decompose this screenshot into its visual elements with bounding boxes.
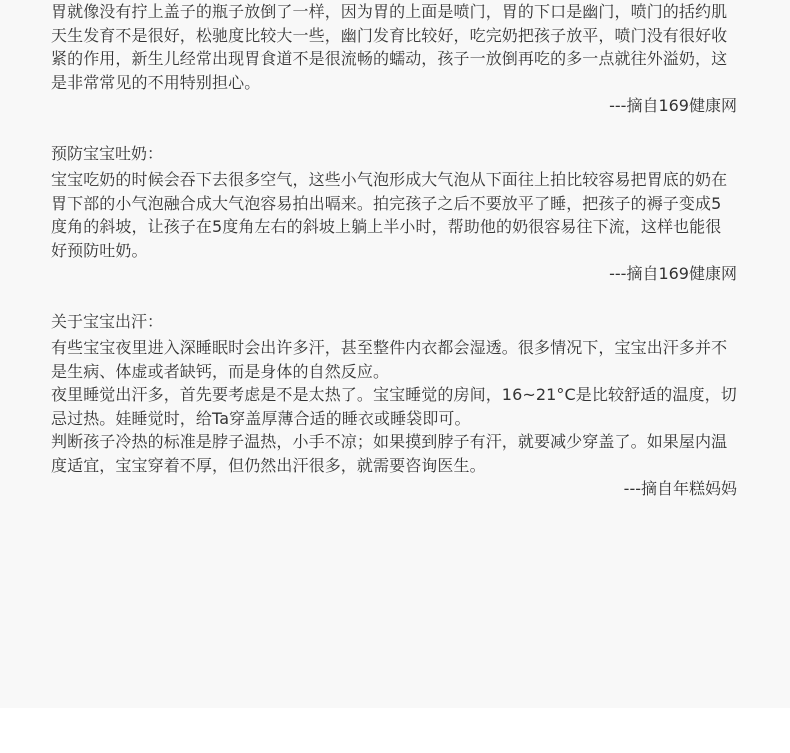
sweating-paragraph-1: 有些宝宝夜里进入深睡眠时会出许多汗，甚至整件内衣都会湿透。很多情况下，宝宝出汗多并不是生病、体虚或者缺钙，而是身体的自然反应。 xyxy=(51,338,728,381)
source-attribution: ---摘自169健康网 xyxy=(609,264,737,283)
source-attribution: ---摘自169健康网 xyxy=(609,96,737,115)
source-attribution: ---摘自年糕妈妈 xyxy=(623,479,737,498)
article-content xyxy=(51,0,737,501)
prevent-spitup-paragraph: 宝宝吃奶的时候会吞下去很多空气，这些小气泡形成大气泡从下面往上拍比较容易把胃底的奶在胃下部的小气泡融合成大气泡容易拍出嗝来。拍完孩子之后不要放平了睡，把孩子的褥子变成5度角的斜坡，让孩子在5度角左右的斜坡上躺上半小时，帮助他的奶很容易往下流，这样也能很好预防吐奶。 xyxy=(51,170,728,260)
section-heading-prevent-spitup: 预防宝宝吐奶： xyxy=(51,143,164,163)
stomach-explanation-paragraph: 胃就像没有拧上盖子的瓶子放倒了一样，因为胃的上面是喷门，胃的下口是幽门，喷门的括约肌天生发育不是很好，松驰度比较大一些，幽门发育比较好，吃完奶把孩子放平，喷门没有很好收紧的作用，新生儿经常出现胃食道不是很流畅的蠕动，孩子一放倒再吃的多一点就往外溢奶，这是非常常见的不用特别担心。 xyxy=(51,2,728,92)
sweating-paragraph-3: 判断孩子冷热的标准是脖子温热，小手不凉；如果摸到脖子有汗，就要减少穿盖了。如果屋内温度适宜，宝宝穿着不厚，但仍然出汗很多，就需要咨询医生。 xyxy=(51,432,728,475)
section-gap xyxy=(51,118,737,142)
section-gap xyxy=(51,286,737,310)
section-heading-baby-sweating: 关于宝宝出汗： xyxy=(51,311,164,331)
sweating-paragraph-2: 夜里睡觉出汗多，首先要考虑是不是太热了。宝宝睡觉的房间，16~21°C是比较舒适的温度，切忌过热。娃睡觉时，给Ta穿盖厚薄合适的睡衣或睡袋即可。 xyxy=(51,385,737,428)
